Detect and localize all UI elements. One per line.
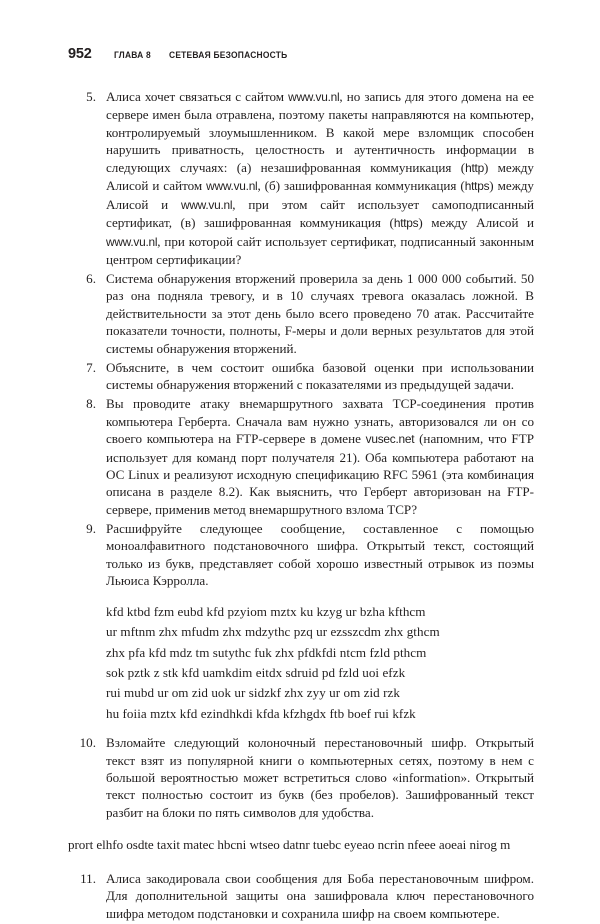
inline-code-text: https: [393, 216, 419, 231]
exercise-text: [106, 359, 534, 394]
inline-text: , при этом сайт использует самоподписанный сертификат, (в) зашифрованная коммуникация (: [106, 196, 534, 231]
exercise-number: 7.: [86, 359, 96, 375]
cipher-line: zhx pfa kfd mdz tm sutythc fuk zhx pfdkfdi ntcm fzld pthcm: [106, 644, 427, 660]
inline-text: Алиса хочет связаться с сайтом: [106, 89, 289, 104]
page-number: 952: [68, 46, 92, 62]
exercise-item-6: [68, 270, 534, 357]
exercise-list: [68, 88, 534, 590]
exercise-item-11: [68, 870, 534, 922]
inline-text: Вы проводите атаку внемаршрутного захвата TCP-соединения против компьютера Герберта. Сначала вам нужно узнать, авторизовался ли он со своего компьютера на FTP-сервере в домене: [106, 396, 534, 447]
exercise-list-continued: [68, 734, 534, 821]
cipher-line: rui mubd ur om zid uok ur sidzkf zhx zyy ur om zid rzk: [106, 685, 400, 701]
exercise-item-7: [68, 359, 534, 394]
exercise-text: [106, 88, 534, 269]
inline-text: Алиса закодировала свои сообщения для Боба перестановочным шифром. Для дополнительной защиты она зашифровала ключ перестановочного шифра методом подстановки и сохранила шифр на своем компьютере.: [106, 870, 534, 921]
chapter-title: СЕТЕВАЯ БЕЗОПАСНОСТЬ: [168, 49, 288, 60]
exercise-item-10: [68, 734, 534, 821]
exercise-number: 11.: [80, 870, 96, 886]
inline-text: Взломайте следующий колоночный перестановочный шифр. Открытый текст взят из популярной книги о компьютерных сетях, поэтому в нем с большой вероятностью может встретиться слово «information». Открытый текст полностью состоит из букв (без пробелов). Зашифрованный текст разбит на блоки по пять символов для удобства.: [106, 735, 534, 820]
inline-code-text: vusec.net: [365, 432, 415, 447]
inline-code-text: www.vu.nl: [106, 234, 158, 249]
inline-text: ) между Алисой и сайтом: [106, 159, 534, 194]
inline-code-text: https: [464, 179, 490, 194]
exercise-number: 8.: [86, 396, 96, 412]
exercise-number: 6.: [86, 271, 96, 287]
exercise-item-5: [68, 88, 534, 269]
exercise-text: [106, 734, 534, 821]
cipher-line: ur mftnm zhx mfudm zhx mdzythc pzq ur ezsszcdm zhx gthcm: [106, 624, 440, 640]
exercise-item-9: [68, 520, 534, 590]
exercise-text: [106, 870, 534, 922]
running-head: [68, 46, 540, 62]
inline-code-text: www.vu.nl: [206, 179, 258, 194]
transposition-cipher-text: prort elhfo osdte taxit matec hbcni wtseo datnr tuebc eyeao ncrin nfeee aoeai nirog m: [68, 837, 511, 853]
exercise-text: [106, 520, 534, 590]
exercise-text: [106, 395, 534, 518]
inline-code-text: www.vu.nl: [288, 90, 340, 104]
page-body: [68, 88, 534, 924]
cipher-line: kfd ktbd fzm eubd kfd pzyiom mztx ku kzyg ur bzha kfthcm: [106, 603, 426, 619]
exercise-number: 10.: [79, 735, 96, 751]
exercise-number: 9.: [86, 520, 96, 536]
inline-text: ) между Алисой и: [418, 215, 534, 231]
monoalphabetic-cipher-block: [68, 602, 534, 724]
inline-text: Расшифруйте следующее сообщение, составленное с помощью моноалфавитного подстановочного шифра. Открытый текст, состоящий только из букв, представляет собой хорошо известный отрывок из поэмы Льюиса Кэрролла.: [106, 520, 534, 589]
inline-text: ) между Алисой и: [106, 178, 534, 212]
exercise-text: [106, 270, 534, 357]
inline-code-text: http: [465, 160, 484, 175]
inline-text: , (б) зашифрованная коммуникация (: [257, 178, 465, 194]
exercise-list-final: [68, 870, 534, 922]
inline-code-text: www.vu.nl: [180, 197, 233, 212]
inline-text: , но запись для этого домена на ее сервере имен была отравлена, поэтому пакеты направляются на компьютер, контролируемый злоумышленником. В какой мере взломщик способен нарушить приватность, целостность и аутентичность информации в следующих случаях: (а) незашифрованная коммуникация (: [106, 89, 534, 175]
inline-text: (напомним, что FTP использует для команд порт получателя 21). Оба компьютера работают на ОС Linux и реализуют исходную спецификацию RFC 5961 (эта комбинация описана в разделе 8.2). Как выяснить, что Герберт авторизован на FTP-сервере, применив метод внемаршрутного взлома TCP?: [106, 431, 534, 517]
inline-text: Система обнаружения вторжений проверила за день 1 000 000 событий. 50 раз она подняла тревогу, и в 10 случаях тревога оказалась ложной. В действительности за этот день было всего проведено 70 атак. Рассчитайте показатели точности, полноты, F-меры и доли верных результатов для этой системы обнаружения вторжений.: [106, 271, 534, 356]
chapter-label: ГЛАВА 8: [113, 49, 151, 60]
cipher-line: hu foiia mztx kfd ezindhkdi kfda kfzhgdx ftb boef rui kfzk: [106, 705, 416, 721]
exercise-number: 5.: [86, 89, 96, 104]
cipher-line: sok pztk z stk kfd uamkdim eitdx sdruid pd fzld uoi efzk: [106, 664, 406, 680]
exercise-item-8: [68, 395, 534, 518]
inline-text: Объясните, в чем состоит ошибка базовой оценки при использовании системы обнаружения вторжений с показателями из предыдущей задачи.: [106, 359, 534, 393]
inline-text: , при которой сайт использует сертификат, подписанный законным центром сертификации?: [106, 233, 534, 268]
